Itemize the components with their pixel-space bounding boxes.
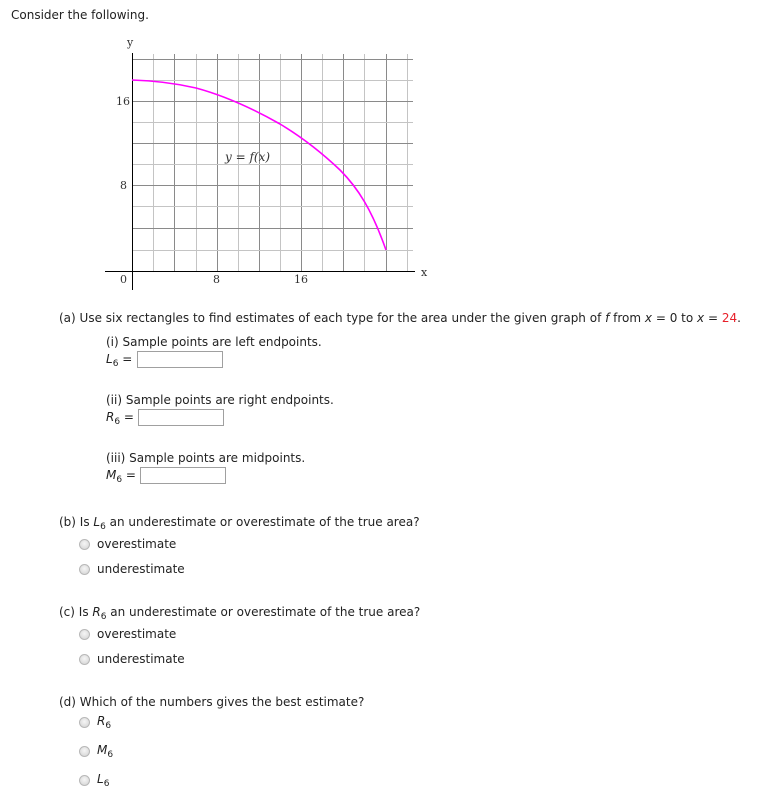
upper-limit-value: 24 — [721, 311, 738, 325]
intro-text: Consider the following. — [11, 8, 149, 22]
part-a-iii-label: (iii) Sample points are midpoints. — [106, 451, 306, 465]
x-tick-0: 0 — [120, 273, 127, 286]
curve-label: y = f(x) — [225, 150, 271, 164]
l6-label: $L_6$ = — [106, 352, 133, 369]
part-b-question: (b) Is $L_6$ an underestimate or overestimate of the true area? — [59, 515, 420, 532]
part-c-overestimate-label[interactable]: overestimate — [97, 627, 177, 641]
part-b-underestimate-label[interactable]: underestimate — [97, 562, 185, 576]
part-b-overestimate-label[interactable]: overestimate — [97, 537, 177, 551]
r6-label: $R_6$ = — [106, 410, 134, 427]
part-d-m6-label[interactable]: $M_6$ — [97, 743, 114, 760]
x-tick-16: 16 — [294, 273, 308, 286]
part-c-question: (c) Is $R_6$ an underestimate or overestimate of the true area? — [59, 605, 421, 622]
y-axis-label: y — [127, 36, 134, 49]
part-d-m6-radio[interactable] — [79, 746, 90, 757]
m6-input[interactable] — [140, 467, 226, 484]
part-c-overestimate-radio[interactable] — [79, 629, 90, 640]
part-d-r6-label[interactable]: $R_6$ — [97, 714, 112, 731]
part-a-ii-label: (ii) Sample points are right endpoints. — [106, 393, 334, 407]
y-tick-8: 8 — [120, 179, 127, 192]
part-a-question: (a) Use six rectangles to find estimates of each type for the area under the given graph of f from x = 0 to x = 24. — [59, 311, 741, 325]
part-d-l6-radio[interactable] — [79, 775, 90, 786]
part-b-underestimate-radio[interactable] — [79, 564, 90, 575]
part-d-question: (d) Which of the numbers gives the best estimate? — [59, 695, 365, 709]
part-d-r6-radio[interactable] — [79, 717, 90, 728]
part-d-l6-label[interactable]: $L_6$ — [97, 772, 110, 789]
x-tick-8: 8 — [213, 273, 220, 286]
r6-input[interactable] — [138, 409, 224, 426]
l6-input[interactable] — [137, 351, 223, 368]
part-b-overestimate-radio[interactable] — [79, 539, 90, 550]
m6-label: $M_6$ = — [106, 468, 136, 485]
grid — [132, 54, 413, 271]
part-a-i-label: (i) Sample points are left endpoints. — [106, 335, 322, 349]
part-c-underestimate-radio[interactable] — [79, 654, 90, 665]
function-graph — [0, 0, 762, 300]
part-c-underestimate-label[interactable]: underestimate — [97, 652, 185, 666]
x-axis-label: x — [421, 266, 428, 279]
y-tick-16: 16 — [116, 95, 130, 108]
